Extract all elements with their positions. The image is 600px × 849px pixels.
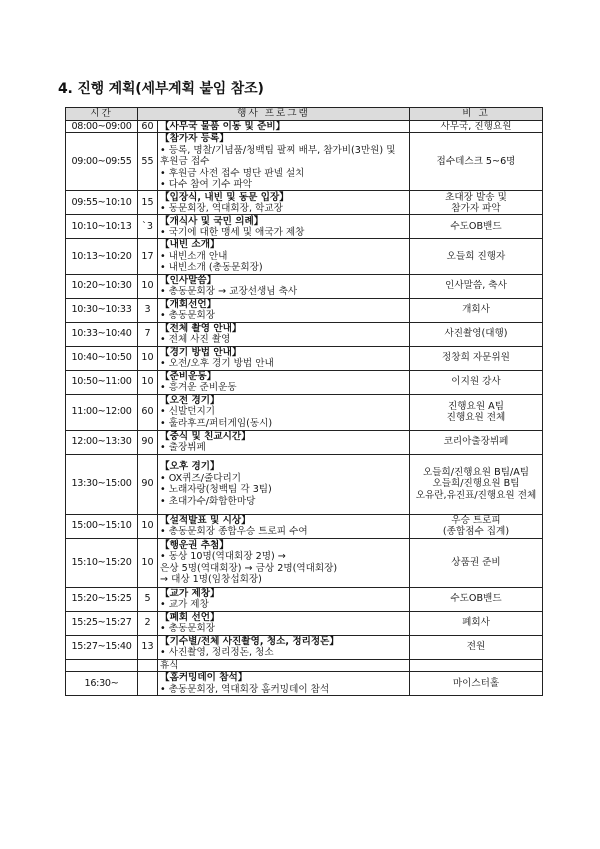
schedule-body <box>66 121 543 696</box>
table-row <box>66 191 543 215</box>
duration-cell: 7 <box>138 322 158 346</box>
duration-cell: 60 <box>138 121 158 133</box>
time-cell: 10:50~11:00 <box>66 370 138 394</box>
program-cell <box>158 514 410 538</box>
note-cell <box>410 430 543 454</box>
program-item: • 등록, 명찰/기념품/청백팀 팔찌 배부, 참가비(3만원) 및 후원금 접수 <box>160 144 396 168</box>
note-cell <box>410 538 543 587</box>
program-title: 【사무국 물품 이동 및 준비】 <box>160 121 286 132</box>
table-row <box>66 587 543 611</box>
note-line: 마이스터홀 <box>452 677 500 689</box>
program-cell <box>158 394 410 430</box>
program-item: • OX퀴즈/줄다리기 <box>160 472 242 484</box>
program-title: 【홈커밍데이 참석】 <box>160 672 248 684</box>
program-item: • 총동문회장 종합우승 트로피 수여 <box>160 526 308 538</box>
time-cell <box>66 659 138 671</box>
program-item: • 전체 사진 촬영 <box>160 334 231 346</box>
duration-cell: 10 <box>138 346 158 370</box>
time-cell: 13:30~15:00 <box>66 454 138 514</box>
note-cell <box>410 587 543 611</box>
note-line: 상품권 준비 <box>451 556 501 568</box>
time-cell: 10:40~10:50 <box>66 346 138 370</box>
program-title: 【전체 촬영 안내】 <box>160 322 242 334</box>
duration-cell: 5 <box>138 587 158 611</box>
schedule-table <box>65 107 543 696</box>
program-title: 【개식사 및 국민 의례】 <box>160 215 264 227</box>
program-cell <box>158 191 410 215</box>
program-item: • 총동문회장 <box>160 310 216 322</box>
program-cell <box>158 659 410 671</box>
program-item: • 출장뷔페 <box>160 442 206 454</box>
program-title: 【인사말씀】 <box>160 274 217 286</box>
duration-cell: 90 <box>138 454 158 514</box>
table-row <box>66 611 543 635</box>
program-item: • 다수 참여 기수 파악 <box>160 179 252 191</box>
table-row <box>66 430 543 454</box>
program-item: 은상 5명(역대회장) → 금상 2명(역대회장) <box>160 562 338 574</box>
table-row <box>66 215 543 239</box>
program-title: 【행운권 추첨】 <box>160 539 229 551</box>
program-title: 【오후 경기】 <box>160 461 220 473</box>
table-row <box>66 370 543 394</box>
note-cell <box>410 611 543 635</box>
note-line: 전원 <box>466 641 486 653</box>
duration-cell: 13 <box>138 635 158 659</box>
note-cell <box>410 370 543 394</box>
program-title: 【오전 경기】 <box>160 395 220 407</box>
note-cell <box>410 346 543 370</box>
program-item: • 훌라후프/퍼터게임(동시) <box>160 417 273 429</box>
program-title: 【개회선언】 <box>160 298 217 310</box>
note-line: 오유란,유진표/진행요원 전체 <box>415 489 537 501</box>
duration-cell <box>138 672 158 696</box>
program-item: • 국기에 대한 맹세 및 애국가 제창 <box>160 226 305 238</box>
table-row <box>66 672 543 696</box>
time-cell: 11:00~12:00 <box>66 394 138 430</box>
time-cell: 15:10~15:20 <box>66 538 138 587</box>
duration-cell: `3 <box>138 215 158 239</box>
table-row <box>66 659 543 671</box>
table-row <box>66 121 543 133</box>
program-item: • 동상 10명(역대회장 2명) → <box>160 551 286 563</box>
duration-cell: 15 <box>138 191 158 215</box>
note-line: 개회사 <box>462 304 490 316</box>
program-title: 【준비운동】 <box>160 370 217 382</box>
duration-cell: 55 <box>138 133 158 191</box>
duration-cell <box>138 659 158 671</box>
note-line: 사무국, 진행요원 <box>440 121 512 132</box>
header-time: 시간 <box>66 108 138 121</box>
note-cell <box>410 215 543 239</box>
program-cell <box>158 298 410 322</box>
note-cell <box>410 239 543 274</box>
note-line: 참가자 파악 <box>451 202 501 214</box>
time-cell: 10:33~10:40 <box>66 322 138 346</box>
note-cell <box>410 298 543 322</box>
note-line: 수도OB밴드 <box>450 221 502 233</box>
program-cell <box>158 274 410 298</box>
note-cell <box>410 659 543 671</box>
program-item: • 총동문회장, 역대회장 홈커밍데이 참석 <box>160 683 330 695</box>
header-program: 행사 프로그램 <box>138 108 410 121</box>
program-cell <box>158 322 410 346</box>
table-row <box>66 454 543 514</box>
program-title: 【입장식, 내빈 및 동문 입장】 <box>160 191 289 203</box>
note-line: 접수데스크 5~6명 <box>436 156 516 168</box>
program-cell <box>158 346 410 370</box>
time-cell: 15:27~15:40 <box>66 635 138 659</box>
note-cell <box>410 514 543 538</box>
program-cell <box>158 538 410 587</box>
duration-cell: 10 <box>138 538 158 587</box>
note-line: 오들희/진행요원 B팀 <box>432 478 520 490</box>
time-cell: 10:20~10:30 <box>66 274 138 298</box>
duration-cell: 10 <box>138 274 158 298</box>
program-cell <box>158 133 410 191</box>
note-cell <box>410 191 543 215</box>
program-item: • 오전/오후 경기 방법 안내 <box>160 358 274 370</box>
note-line: 인사말씀, 축사 <box>445 280 507 292</box>
table-row <box>66 274 543 298</box>
time-cell: 10:10~10:13 <box>66 215 138 239</box>
note-line: 수도OB밴드 <box>450 593 502 605</box>
program-item: • 신발던지기 <box>160 406 216 418</box>
table-row <box>66 514 543 538</box>
program-item: • 사진촬영, 정리정돈, 청소 <box>160 647 274 659</box>
program-title: 【중식 및 친교시간】 <box>160 430 251 442</box>
duration-cell: 10 <box>138 514 158 538</box>
note-cell <box>410 274 543 298</box>
note-cell <box>410 394 543 430</box>
program-cell <box>158 215 410 239</box>
time-cell: 08:00~09:00 <box>66 121 138 133</box>
program-item: • 총동문회장 <box>160 623 216 635</box>
table-header-row <box>66 108 543 121</box>
note-cell <box>410 635 543 659</box>
program-item: • 노래자랑(청백팀 각 3팀) <box>160 484 272 496</box>
header-note: 비 고 <box>410 108 543 121</box>
program-title: 【기수별/전체 사진촬영, 청소, 정리정돈】 <box>160 635 340 647</box>
program-title: 【폐회 선언】 <box>160 611 220 623</box>
table-row <box>66 346 543 370</box>
duration-cell: 10 <box>138 370 158 394</box>
section-title: 4. 진행 계획(세부계획 붙임 참조) <box>58 81 264 97</box>
note-cell <box>410 133 543 191</box>
program-cell <box>158 370 410 394</box>
program-title: 【참가자 등록】 <box>160 133 229 145</box>
program-cell <box>158 430 410 454</box>
time-cell: 16:30~ <box>66 672 138 696</box>
program-item: • 내빈소개 안내 <box>160 250 228 262</box>
duration-cell: 90 <box>138 430 158 454</box>
duration-cell: 2 <box>138 611 158 635</box>
time-cell: 09:55~10:10 <box>66 191 138 215</box>
note-cell <box>410 454 543 514</box>
time-cell: 09:00~09:55 <box>66 133 138 191</box>
time-cell: 12:00~13:30 <box>66 430 138 454</box>
program-cell <box>158 121 410 133</box>
program-item: • 초대가수/화합한마당 <box>160 495 256 507</box>
note-line: 진행요원 A팀 <box>448 400 504 412</box>
note-line: 사진촬영(대행) <box>444 328 508 340</box>
note-cell <box>410 672 543 696</box>
note-line: 이지원 강사 <box>451 376 501 388</box>
program-cell <box>158 611 410 635</box>
program-title: 【내빈 소개】 <box>160 239 220 251</box>
note-line: 오들희 진행자 <box>446 250 506 262</box>
program-title: 【교가 제창】 <box>160 587 220 599</box>
note-line: 폐회사 <box>462 617 490 629</box>
duration-cell: 3 <box>138 298 158 322</box>
program-item: → 대상 1명(임창섭회장) <box>160 574 262 586</box>
program-cell <box>158 454 410 514</box>
table-row <box>66 239 543 274</box>
program-item: • 총동문회장 → 교장선생님 축사 <box>160 286 298 298</box>
time-cell: 10:30~10:33 <box>66 298 138 322</box>
program-cell <box>158 635 410 659</box>
program-item: • 흥겨운 준비운동 <box>160 382 237 394</box>
note-line: 오들희/진행요원 B팀/A팀 <box>422 467 530 479</box>
table-row <box>66 133 543 191</box>
note-line: (종합점수 집계) <box>442 526 510 538</box>
duration-cell: 17 <box>138 239 158 274</box>
program-item: • 후원금 사전 접수 명단 판넬 설치 <box>160 167 305 179</box>
table-row <box>66 394 543 430</box>
time-cell: 10:13~10:20 <box>66 239 138 274</box>
program-title: 【설적발표 및 시상】 <box>160 514 251 526</box>
program-cell <box>158 587 410 611</box>
note-line: 코리아출장뷔페 <box>443 436 509 448</box>
program-item: • 동문회장, 역대회장, 학교장 <box>160 202 283 214</box>
duration-cell: 60 <box>138 394 158 430</box>
program-cell <box>158 239 410 274</box>
time-cell: 15:25~15:27 <box>66 611 138 635</box>
program-title: 【경기 방법 안내】 <box>160 346 242 358</box>
table-row <box>66 322 543 346</box>
program-item: 휴식 <box>160 659 179 671</box>
note-line: 정창희 자문위원 <box>442 352 510 364</box>
table-row <box>66 635 543 659</box>
note-line: 진행요원 전체 <box>446 412 506 424</box>
note-line: 초대장 발송 및 <box>445 191 507 203</box>
time-cell: 15:00~15:10 <box>66 514 138 538</box>
program-item: • 내빈소개 (총동문회장) <box>160 262 263 274</box>
program-item: • 교가 제창 <box>160 599 209 611</box>
note-cell <box>410 322 543 346</box>
note-line: 우승 트로피 <box>451 514 501 526</box>
table-row <box>66 298 543 322</box>
table-row <box>66 538 543 587</box>
time-cell: 15:20~15:25 <box>66 587 138 611</box>
note-cell <box>410 121 543 133</box>
program-cell <box>158 672 410 696</box>
